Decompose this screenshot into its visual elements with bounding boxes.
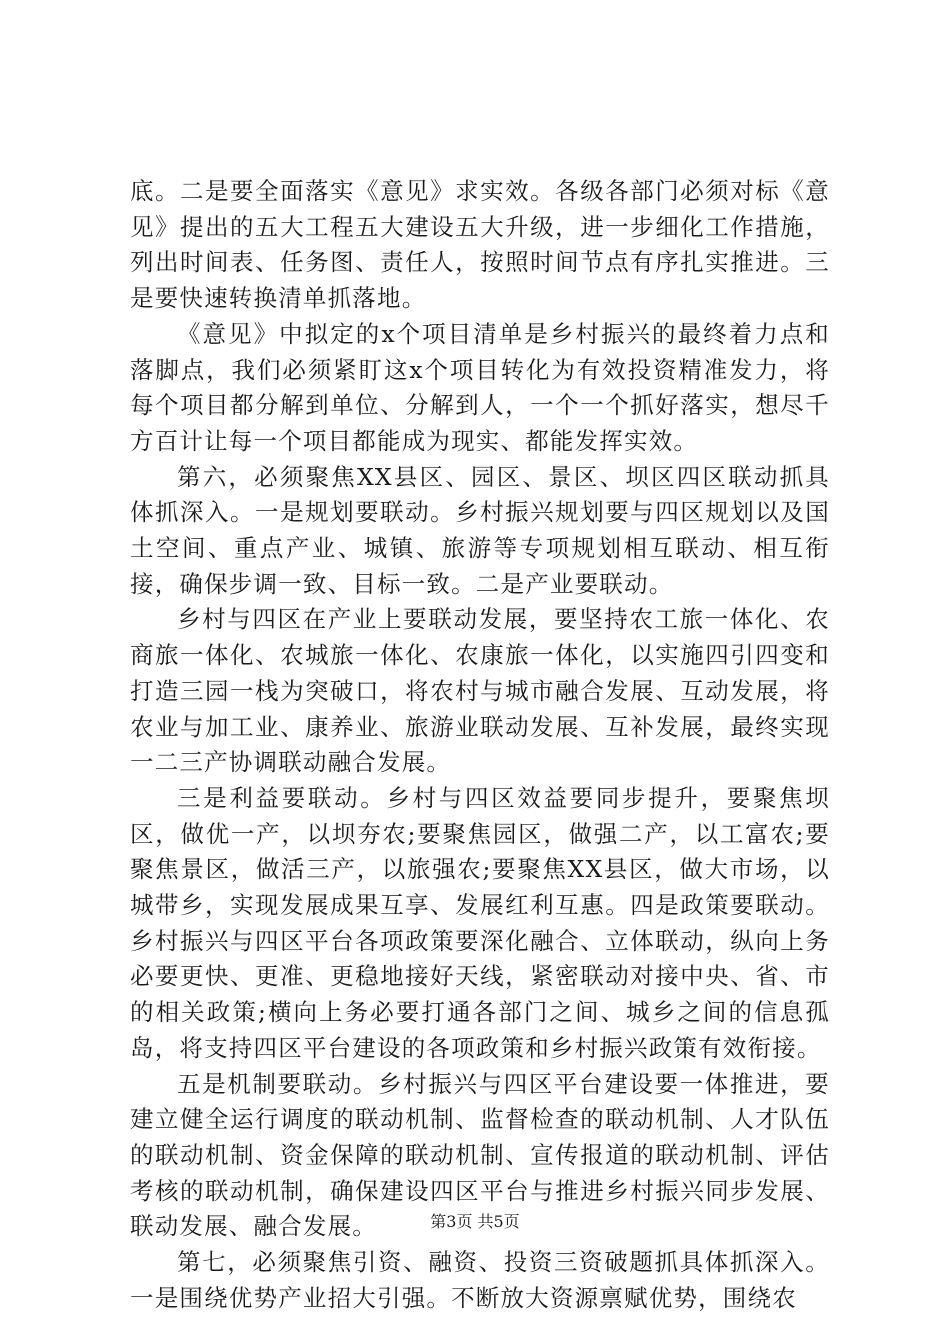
paragraph: 三是利益要联动。乡村与四区效益要同步提升，要聚焦坝区，做优一产，以坝夯农;要聚焦园区，做强二产，以工富农;要聚焦景区，做活三产，以旅强农;要聚焦XX县区，做大市场，以城带乡，实现发展成果互享、发展红利互惠。四是政策要联动。乡村振兴与四区平台各项政策要深化融合、立体联动，纵向上务必要更快、更准、更稳地接好天线，紧密联动对接中央、省、市的相关政策;横向上务必要打通各部门之间、城乡之间的信息孤岛，将支持四区平台建设的各项政策和乡村振兴政策有效衔接。 <box>130 783 830 1062</box>
paragraph: 第七，必须聚焦引资、融资、投资三资破题抓具体抓深入。一是围绕优势产业招大引强。不断放大资源禀赋优势，围绕农 <box>130 1248 830 1312</box>
paragraph: 《意见》中拟定的x个项目清单是乡村振兴的最终着力点和落脚点，我们必须紧盯这x个项目转化为有效投资精准发力，将每个项目都分解到单位、分解到人，一个一个抓好落实，想尽千方百计让每一个项目都能成为现实、都能发挥实效。 <box>130 319 830 455</box>
paragraph: 乡村与四区在产业上要联动发展，要坚持农工旅一体化、农商旅一体化、农城旅一体化、农康旅一体化，以实施四引四变和打造三园一栈为突破口，将农村与城市融合发展、互动发展，将农业与加工业、康养业、旅游业联动发展、互补发展，最终实现一二三产协调联动融合发展。 <box>130 605 830 777</box>
paragraph: 底。二是要全面落实《意见》求实效。各级各部门必须对标《意见》提出的五大工程五大建设五大升级，进一步细化工作措施，列出时间表、任务图、责任人，按照时间节点有序扎实推进。三是要快速转换清单抓落地。 <box>130 177 830 313</box>
document-body <box>130 174 830 1317</box>
paragraph: 五是机制要联动。乡村振兴与四区平台建设要一体推进，要建立健全运行调度的联动机制、监督检查的联动机制、人才队伍的联动机制、资金保障的联动机制、宣传报道的联动机制、评估考核的联动机制，确保建设四区平台与推进乡村振兴同步发展、联动发展、融合发展。 <box>130 1069 830 1241</box>
page-number-footer: 第3页 共5页 <box>430 1212 520 1231</box>
paragraph: 第六，必须聚焦XX县区、园区、景区、坝区四区联动抓具体抓深入。一是规划要联动。乡村振兴规划要与四区规划以及国土空间、重点产业、城镇、旅游等专项规划相互联动、相互衔接，确保步调一致、目标一致。二是产业要联动。 <box>130 462 830 598</box>
